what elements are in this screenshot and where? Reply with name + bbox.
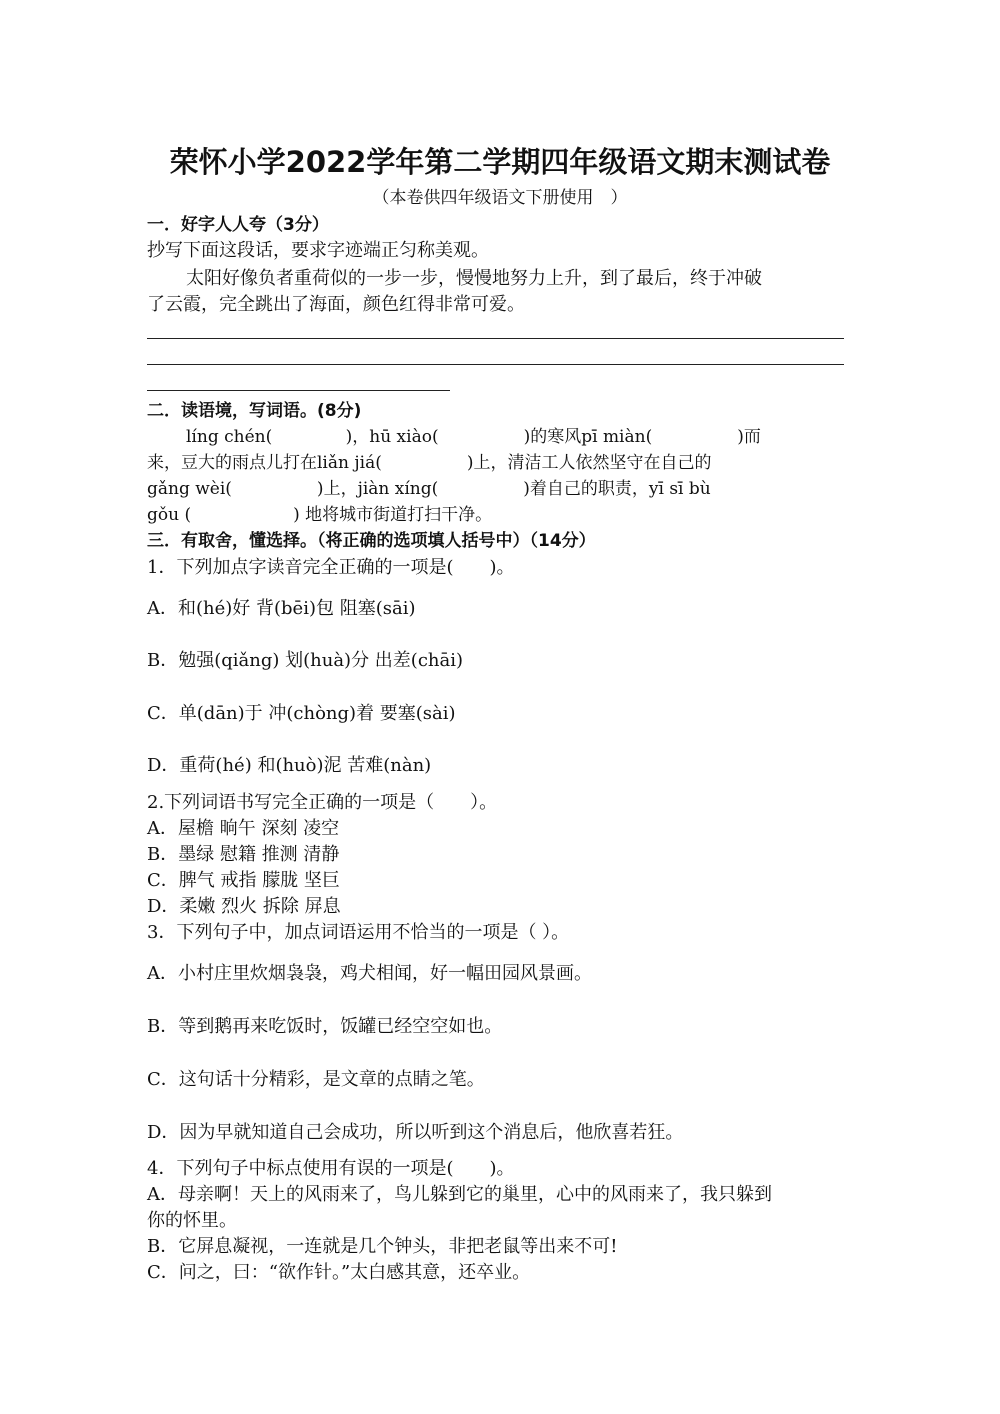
section2-line2: 来，豆大的雨点儿打在liǎn jiá( )上，清洁工人依然坚守在自己的	[147, 453, 712, 473]
q1-option-d: D．重荷(hé) 和(huò)泥 苦难(nàn)	[147, 755, 432, 776]
q2-option-c: C．脾气 戒指 朦胧 坚巨	[147, 870, 340, 891]
section1-passage-line1: 太阳好像负者重荷似的一步一步，慢慢地努力上升，到了最后，终于冲破	[186, 268, 762, 289]
writing-line-3[interactable]	[147, 390, 450, 391]
writing-line-2[interactable]	[147, 364, 844, 365]
q3-option-d: D．因为早就知道自己会成功，所以听到这个消息后，他欣喜若狂。	[147, 1122, 684, 1143]
q1-option-a: A．和(hé)好 背(bēi)包 阻塞(sāi)	[147, 598, 416, 619]
exam-title: 荣怀小学2022学年第二学期四年级语文期末测试卷	[169, 145, 831, 179]
q4-stem: 4．下列句子中标点使用有误的一项是( )。	[147, 1158, 515, 1179]
q4-option-a-line2: 你的怀里。	[147, 1210, 237, 1231]
q4-option-b: B．它屏息凝视，一连就是几个钟头，非把老鼠等出来不可!	[147, 1236, 618, 1257]
q3-stem: 3．下列句子中，加点词语运用不恰当的一项是（ ）。	[147, 922, 570, 943]
q4-option-c: C．问之，曰：“欲作针。”太白感其意，还卒业。	[147, 1262, 531, 1283]
q1-stem: 1．下列加点字读音完全正确的一项是( )。	[147, 557, 515, 578]
writing-line-1[interactable]	[147, 338, 844, 339]
q2-option-d: D．柔嫩 烈火 拆除 屏息	[147, 896, 341, 917]
section2-heading: 二．读语境，写词语。(8分)	[147, 401, 362, 421]
q2-option-b: B．墨绿 慰籍 推测 清静	[147, 844, 340, 865]
q1-option-c: C．单(dān)于 冲(chòng)着 要塞(sài)	[147, 703, 456, 724]
section2-line4: gǒu ( ) 地将城市街道打扫干净。	[147, 505, 493, 525]
section2-line3: gǎng wèi( )上，jiàn xíng( )着自己的职责，yī sī bù	[147, 479, 711, 499]
exam-subtitle: （本卷供四年级语文下册使用 ）	[372, 188, 628, 208]
section2-line1: líng chén( )，hū xiào( )的寒风pī miàn( )而	[186, 427, 761, 447]
section1-instruction: 抄写下面这段话，要求字迹端正匀称美观。	[147, 240, 489, 261]
section3-heading: 三．有取舍，懂选择。（将正确的选项填人括号中）（14分）	[147, 531, 596, 551]
section1-heading: 一．好字人人夸（3分）	[147, 215, 329, 235]
q3-option-c: C．这句话十分精彩，是文章的点睛之笔。	[147, 1069, 485, 1090]
q1-option-b: B．勉强(qiǎng) 划(huà)分 出差(chāi)	[147, 650, 464, 671]
q3-option-a: A．小村庄里炊烟袅袅，鸡犬相闻，好一幅田园风景画。	[147, 963, 592, 984]
section1-passage-line2: 了云霞，完全跳出了海面，颜色红得非常可爱。	[147, 294, 525, 315]
q4-option-a-line1: A．母亲啊！天上的风雨来了，鸟儿躲到它的巢里，心中的风雨来了，我只躲到	[147, 1184, 772, 1205]
q2-stem: 2.下列词语书写完全正确的一项是（ ）。	[147, 792, 498, 813]
q3-option-b: B．等到鹅再来吃饭时，饭罐已经空空如也。	[147, 1016, 503, 1037]
q2-option-a: A．屋檐 晌午 深刻 凌空	[147, 818, 340, 839]
